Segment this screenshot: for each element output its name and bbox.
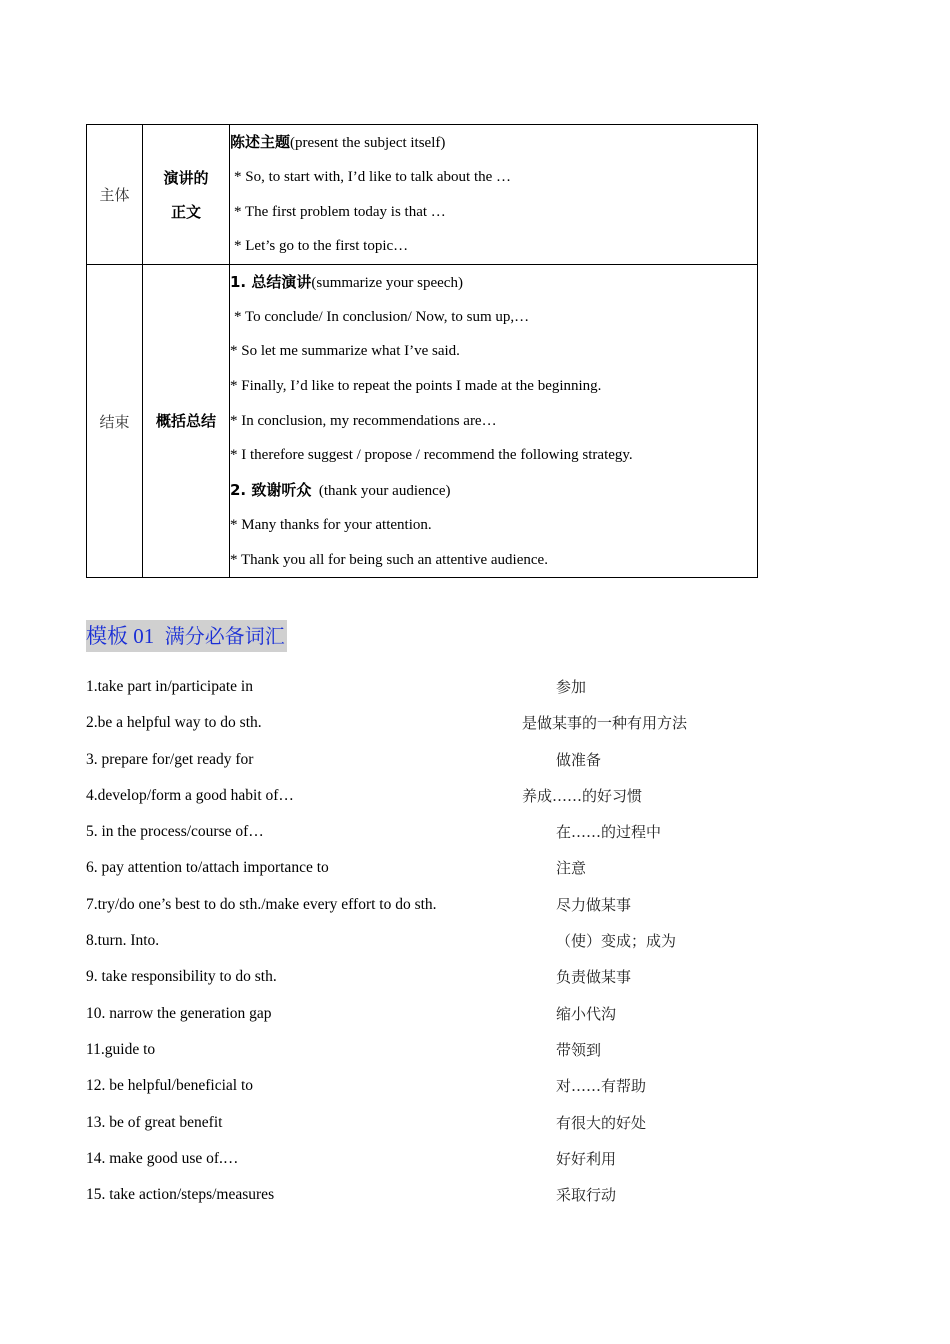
- vocab-english: 5. in the process/course of…: [86, 823, 264, 841]
- vocab-english: 6. pay attention to/attach importance to: [86, 859, 329, 877]
- list-item: [86, 778, 786, 814]
- content-line: * So let me summarize what I’ve said.: [230, 343, 460, 360]
- heading-prefix: 模板 01: [86, 624, 155, 648]
- vocab-english: 9. take responsibility to do sth.: [86, 968, 277, 986]
- list-item: [86, 1105, 786, 1141]
- section-heading: [86, 620, 287, 652]
- content-heading: 2. 致谢听众: [230, 481, 312, 500]
- vocab-english: 1.take part in/participate in: [86, 678, 253, 695]
- vocab-chinese: 是做某事的一种有用方法: [522, 714, 688, 733]
- vocab-chinese: 在……的过程中: [556, 823, 662, 842]
- section-subtitle: [143, 125, 230, 265]
- vocab-chinese: （使）变成；成为: [556, 932, 677, 951]
- section-content: [230, 265, 758, 578]
- vocab-chinese: 好好利用: [556, 1149, 617, 1168]
- list-item: [86, 959, 786, 995]
- content-line: * Thank you all for being such an attentive audience.: [230, 551, 548, 568]
- content-text: (thank your audience): [311, 483, 451, 500]
- list-item: [86, 669, 786, 705]
- content-line: * In conclusion, my recommendations are…: [230, 412, 497, 429]
- vocab-english: 15. take action/steps/measures: [86, 1186, 275, 1204]
- list-item: [86, 1141, 786, 1177]
- vocab-english: 2.be a helpful way to do sth.: [86, 714, 262, 732]
- list-item: [86, 996, 786, 1032]
- vocab-english: 4.develop/form a good habit of…: [86, 786, 294, 804]
- vocab-chinese: 尽力做某事: [556, 895, 632, 914]
- section-content: [230, 125, 758, 265]
- content-text: (present the subject itself): [290, 135, 446, 152]
- content-line: * So, to start with, I’d like to talk about the …: [234, 168, 512, 185]
- list-item: [86, 923, 786, 959]
- vocab-english: 12. be helpful/beneficial to: [86, 1077, 253, 1095]
- list-item: [86, 1177, 786, 1213]
- section-subtitle-line: 正文: [170, 202, 201, 221]
- vocab-chinese: 参加: [556, 678, 587, 696]
- section-subtitle: 概括总结: [143, 265, 230, 578]
- list-item: [86, 850, 786, 886]
- vocab-chinese: 采取行动: [556, 1186, 617, 1205]
- section-subtitle-line: 演讲的: [163, 168, 209, 187]
- table-row-body: [87, 125, 758, 265]
- list-item: [86, 1032, 786, 1068]
- vocab-english: 3. prepare for/get ready for: [86, 750, 254, 768]
- content-line: * Many thanks for your attention.: [230, 516, 432, 533]
- vocab-chinese: 缩小代沟: [556, 1004, 617, 1023]
- vocab-chinese: 负责做某事: [556, 968, 632, 987]
- list-item: [86, 742, 786, 778]
- heading-title: 满分必备词汇: [164, 624, 285, 648]
- section-label: 主体: [87, 125, 143, 265]
- content-text: (summarize your speech): [311, 275, 463, 291]
- content-line: [230, 265, 757, 300]
- content-line: * To conclude/ In conclusion/ Now, to sum up,…: [234, 308, 530, 325]
- content-line: * I therefore suggest / propose / recommend the following strategy.: [230, 447, 633, 464]
- speech-structure-table: [86, 124, 758, 578]
- list-item: [86, 705, 786, 741]
- list-item: [86, 887, 786, 923]
- content-heading: 1. 总结演讲: [230, 273, 312, 291]
- vocab-chinese: 养成……的好习惯: [522, 786, 643, 805]
- list-item: [86, 1068, 786, 1104]
- vocab-chinese: 对……有帮助: [556, 1077, 647, 1096]
- vocab-english: 7.try/do one’s best to do sth./make every effort to do sth.: [86, 895, 437, 913]
- vocab-english: 14. make good use of.…: [86, 1149, 239, 1167]
- vocab-chinese: 注意: [556, 859, 587, 878]
- content-line: [230, 125, 757, 160]
- vocab-english: 8.turn. Into.: [86, 932, 160, 950]
- list-item: [86, 814, 786, 850]
- vocabulary-list: [86, 669, 786, 1213]
- vocab-english: 11.guide to: [86, 1040, 156, 1058]
- vocab-chinese: 做准备: [556, 750, 602, 769]
- vocab-chinese: 有很大的好处: [556, 1113, 647, 1132]
- vocab-english: 13. be of great benefit: [86, 1113, 223, 1131]
- vocab-english: 10. narrow the generation gap: [86, 1004, 272, 1022]
- content-line: * Finally, I’d like to repeat the points I made at the beginning.: [230, 378, 602, 395]
- section-label: 结束: [87, 265, 143, 578]
- content-heading: 陈述主题: [230, 133, 291, 152]
- table-row-conclusion: [87, 265, 758, 578]
- vocab-chinese: 带领到: [556, 1040, 602, 1059]
- content-line: * The first problem today is that …: [234, 203, 446, 220]
- content-line: * Let’s go to the first topic…: [234, 238, 409, 255]
- content-line: [230, 473, 757, 508]
